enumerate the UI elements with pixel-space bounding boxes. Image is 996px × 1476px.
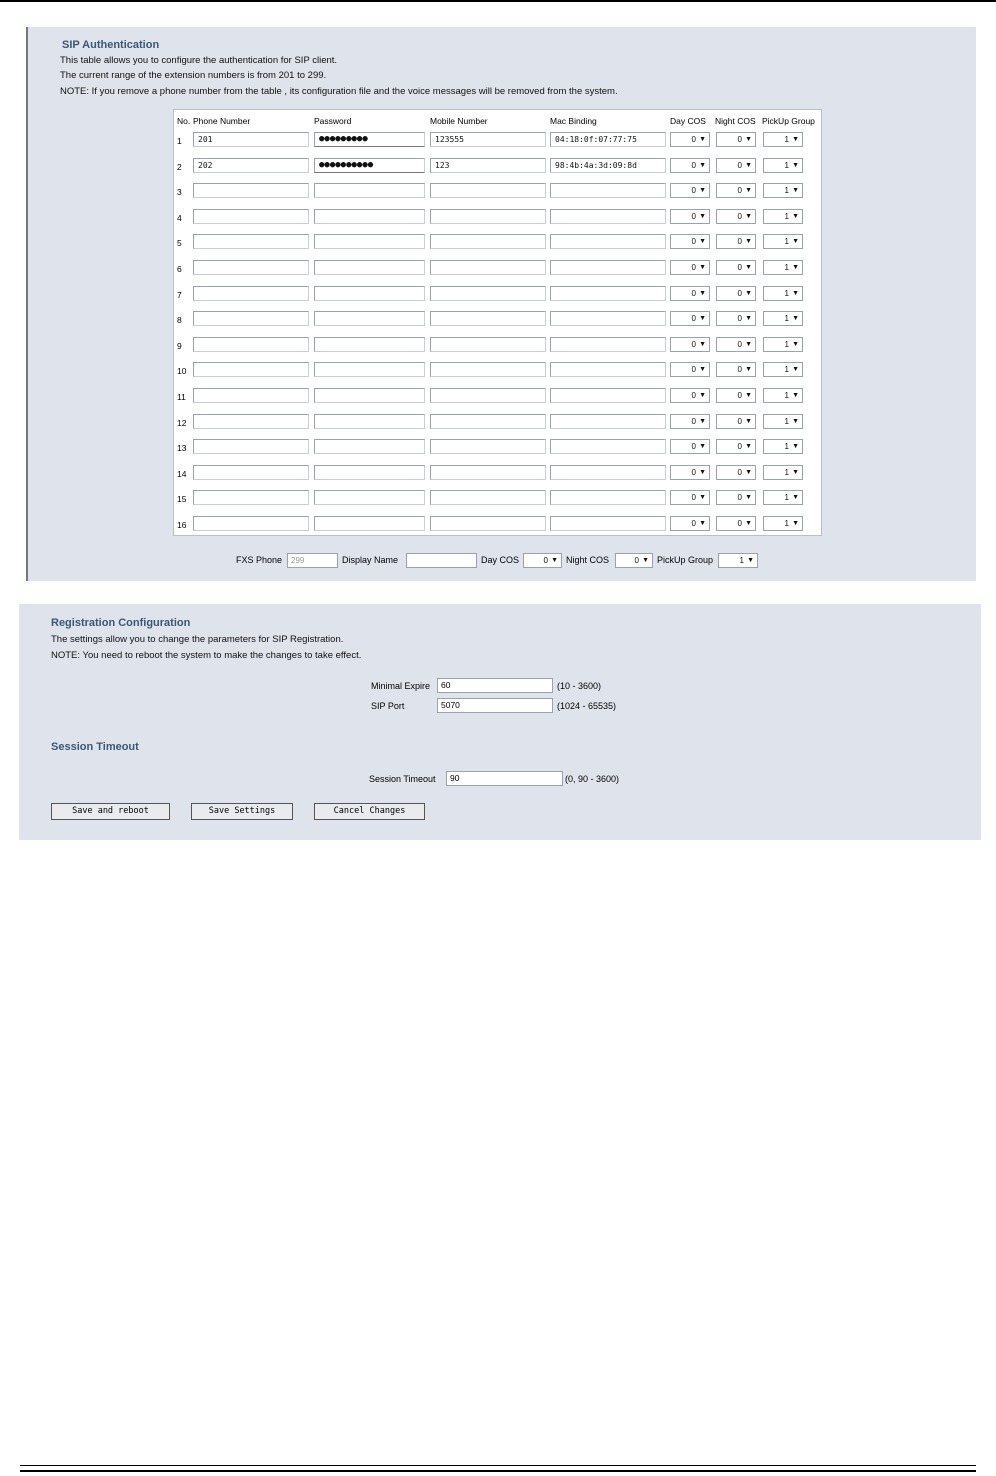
chevron-down-icon: ▼ bbox=[747, 557, 754, 564]
chevron-down-icon: ▼ bbox=[792, 494, 799, 502]
day-cos-select[interactable] bbox=[670, 414, 710, 429]
chevron-down-icon: ▼ bbox=[745, 494, 752, 502]
row-number: 1 bbox=[177, 136, 182, 146]
registration-desc-2: NOTE: You need to reboot the system to make the changes to take effect. bbox=[51, 650, 362, 661]
password-input[interactable] bbox=[314, 362, 425, 377]
day-cos-select[interactable] bbox=[670, 260, 710, 275]
top-rule bbox=[0, 0, 996, 2]
chevron-down-icon: ▼ bbox=[792, 187, 799, 195]
row-number: 6 bbox=[177, 264, 182, 274]
mac-binding-input[interactable] bbox=[550, 362, 666, 377]
pickup-group-select[interactable] bbox=[763, 516, 803, 531]
sip-desc-3: NOTE: If you remove a phone number from the table , its configuration file and the voice messages will be removed from the system. bbox=[60, 86, 618, 97]
display-name-input[interactable] bbox=[406, 553, 477, 568]
chevron-down-icon: ▼ bbox=[699, 136, 706, 143]
phone-number-input[interactable] bbox=[193, 234, 309, 249]
fxs-day-cos-value: 0 bbox=[543, 556, 548, 565]
chevron-down-icon: ▼ bbox=[745, 161, 752, 169]
phone-number-input[interactable] bbox=[193, 465, 309, 480]
pickup-group-value: 1 bbox=[784, 339, 789, 349]
day-cos-value: 0 bbox=[691, 442, 696, 452]
table-row bbox=[174, 465, 821, 482]
mobile-number-input[interactable] bbox=[430, 465, 546, 480]
pickup-group-select[interactable] bbox=[763, 132, 803, 147]
chevron-down-icon: ▼ bbox=[745, 417, 752, 425]
mac-binding-input[interactable] bbox=[550, 490, 666, 505]
phone-number-input[interactable] bbox=[193, 414, 309, 429]
chevron-down-icon: ▼ bbox=[745, 187, 752, 195]
day-cos-select[interactable] bbox=[670, 465, 710, 480]
chevron-down-icon: ▼ bbox=[792, 366, 799, 374]
mobile-number-input[interactable] bbox=[430, 490, 546, 505]
fxs-phone-input[interactable]: 299 bbox=[287, 553, 338, 568]
password-input[interactable] bbox=[314, 465, 425, 480]
row-number: 11 bbox=[177, 392, 186, 402]
fxs-pickup-group-value: 1 bbox=[739, 556, 744, 565]
chevron-down-icon: ▼ bbox=[792, 417, 799, 425]
night-cos-value: 0 bbox=[737, 135, 742, 144]
pickup-group-select[interactable] bbox=[763, 286, 803, 301]
mac-binding-input[interactable]: 04:18:0f:07:77:75 bbox=[550, 132, 666, 147]
pickup-group-value: 1 bbox=[784, 211, 789, 221]
phone-number-input[interactable] bbox=[193, 286, 309, 301]
day-cos-select[interactable] bbox=[670, 183, 710, 198]
pickup-group-value: 1 bbox=[784, 467, 789, 477]
night-cos-select[interactable] bbox=[716, 516, 756, 531]
session-timeout-title: Session Timeout bbox=[51, 741, 139, 753]
row-number: 12 bbox=[177, 417, 187, 428]
table-row bbox=[174, 209, 821, 226]
chevron-down-icon: ▼ bbox=[551, 557, 558, 564]
pickup-group-value: 1 bbox=[784, 314, 789, 324]
session-timeout-label: Session Timeout bbox=[369, 774, 436, 784]
save-and-reboot-button[interactable]: Save and reboot bbox=[51, 803, 170, 820]
row-number: 2 bbox=[177, 161, 182, 172]
chevron-down-icon: ▼ bbox=[699, 366, 706, 374]
mac-binding-input[interactable] bbox=[550, 516, 666, 531]
day-cos-value: 0 bbox=[691, 493, 696, 503]
chevron-down-icon: ▼ bbox=[699, 238, 706, 246]
pickup-group-select[interactable] bbox=[763, 439, 803, 454]
night-cos-value: 0 bbox=[737, 519, 742, 528]
pickup-group-value: 1 bbox=[784, 186, 789, 196]
mobile-number-input[interactable] bbox=[430, 311, 546, 326]
chevron-down-icon: ▼ bbox=[792, 315, 799, 323]
day-cos-value: 0 bbox=[691, 365, 696, 375]
mobile-number-input[interactable] bbox=[430, 286, 546, 301]
chevron-down-icon: ▼ bbox=[699, 443, 706, 451]
table-row bbox=[174, 388, 821, 405]
chevron-down-icon: ▼ bbox=[699, 264, 706, 271]
display-name-label: Display Name bbox=[342, 555, 399, 565]
pickup-group-select[interactable] bbox=[763, 209, 803, 224]
mobile-number-input[interactable]: 123 bbox=[430, 158, 546, 173]
footer-rule-thick bbox=[20, 1470, 976, 1472]
password-input[interactable] bbox=[314, 311, 425, 326]
chevron-down-icon: ▼ bbox=[745, 315, 752, 323]
day-cos-value: 0 bbox=[691, 467, 696, 477]
day-cos-value: 0 bbox=[691, 339, 696, 349]
header-phone-number: Phone Number bbox=[193, 116, 251, 126]
pickup-group-value: 1 bbox=[784, 237, 789, 247]
mobile-number-input[interactable] bbox=[430, 260, 546, 275]
phone-number-input[interactable] bbox=[193, 183, 309, 198]
night-cos-value: 0 bbox=[737, 339, 742, 349]
chevron-down-icon: ▼ bbox=[745, 520, 752, 527]
mobile-number-input[interactable] bbox=[430, 414, 546, 429]
night-cos-select[interactable] bbox=[716, 337, 756, 352]
day-cos-value: 0 bbox=[691, 211, 696, 221]
chevron-down-icon: ▼ bbox=[792, 520, 799, 527]
fxs-day-cos-select[interactable] bbox=[523, 553, 562, 568]
mac-binding-input[interactable] bbox=[550, 209, 666, 224]
header-mac-binding: Mac Binding bbox=[550, 116, 597, 126]
chevron-down-icon: ▼ bbox=[792, 238, 799, 246]
fxs-pickup-group-label: PickUp Group bbox=[657, 555, 714, 565]
day-cos-select[interactable] bbox=[670, 490, 710, 505]
mac-binding-input[interactable] bbox=[550, 388, 666, 403]
registration-desc-1: The settings allow you to change the parameters for SIP Registration. bbox=[51, 634, 344, 645]
day-cos-select[interactable] bbox=[670, 337, 710, 352]
phone-number-input[interactable] bbox=[193, 362, 309, 377]
password-input[interactable] bbox=[314, 209, 425, 224]
chevron-down-icon: ▼ bbox=[699, 315, 706, 323]
pickup-group-select[interactable] bbox=[763, 465, 803, 480]
table-row bbox=[174, 132, 821, 149]
day-cos-value: 0 bbox=[691, 237, 696, 247]
mobile-number-input[interactable] bbox=[430, 388, 546, 403]
password-input[interactable] bbox=[314, 183, 425, 198]
pickup-group-select[interactable] bbox=[763, 158, 803, 173]
day-cos-select[interactable] bbox=[670, 158, 710, 173]
day-cos-value: 0 bbox=[691, 288, 696, 298]
row-number: 13 bbox=[177, 443, 187, 454]
pickup-group-value: 1 bbox=[784, 493, 789, 503]
fxs-night-cos-label: Night COS bbox=[566, 555, 610, 565]
day-cos-select[interactable] bbox=[670, 311, 710, 326]
pickup-group-select[interactable] bbox=[763, 234, 803, 249]
night-cos-select[interactable] bbox=[716, 439, 756, 454]
table-row bbox=[174, 439, 821, 456]
row-number: 9 bbox=[177, 340, 182, 351]
night-cos-select[interactable] bbox=[716, 362, 756, 377]
sip-extension-table bbox=[173, 109, 822, 536]
night-cos-value: 0 bbox=[737, 186, 742, 196]
phone-number-input[interactable] bbox=[193, 260, 309, 275]
pickup-group-value: 1 bbox=[784, 135, 789, 144]
fxs-pickup-group-select[interactable] bbox=[718, 553, 758, 568]
password-input[interactable] bbox=[314, 286, 425, 301]
password-input[interactable] bbox=[314, 337, 425, 352]
day-cos-value: 0 bbox=[691, 391, 696, 400]
mobile-number-input[interactable] bbox=[430, 209, 546, 224]
night-cos-select[interactable] bbox=[716, 234, 756, 249]
day-cos-select[interactable] bbox=[670, 132, 710, 147]
night-cos-select[interactable] bbox=[716, 158, 756, 173]
chevron-down-icon: ▼ bbox=[792, 136, 799, 143]
row-number: 8 bbox=[177, 315, 182, 326]
day-cos-select[interactable] bbox=[670, 516, 710, 531]
row-number: 14 bbox=[177, 468, 187, 479]
night-cos-select[interactable] bbox=[716, 286, 756, 301]
mobile-number-input[interactable] bbox=[430, 439, 546, 454]
pickup-group-value: 1 bbox=[784, 263, 789, 272]
row-number: 5 bbox=[177, 238, 182, 249]
table-row bbox=[174, 183, 821, 200]
mac-binding-input[interactable] bbox=[550, 234, 666, 249]
session-timeout-range: (0, 90 - 3600) bbox=[565, 774, 620, 784]
row-number: 4 bbox=[177, 212, 182, 223]
chevron-down-icon: ▼ bbox=[745, 289, 752, 297]
night-cos-select[interactable] bbox=[716, 490, 756, 505]
pickup-group-value: 1 bbox=[784, 519, 789, 528]
mac-binding-input[interactable] bbox=[550, 439, 666, 454]
night-cos-value: 0 bbox=[737, 314, 742, 324]
night-cos-select[interactable] bbox=[716, 260, 756, 275]
chevron-down-icon: ▼ bbox=[792, 161, 799, 169]
day-cos-value: 0 bbox=[691, 135, 696, 144]
chevron-down-icon: ▼ bbox=[745, 392, 752, 399]
registration-panel bbox=[19, 604, 981, 840]
mac-binding-input[interactable] bbox=[550, 337, 666, 352]
chevron-down-icon: ▼ bbox=[745, 264, 752, 271]
night-cos-value: 0 bbox=[737, 237, 742, 247]
row-number: 15 bbox=[177, 494, 187, 505]
session-timeout-input[interactable]: 90 bbox=[446, 771, 563, 786]
sip-desc-2: The current range of the extension numbers is from 201 to 299. bbox=[60, 70, 327, 81]
day-cos-value: 0 bbox=[691, 314, 696, 324]
mac-binding-input[interactable] bbox=[550, 183, 666, 198]
pickup-group-select[interactable] bbox=[763, 388, 803, 403]
pickup-group-select[interactable] bbox=[763, 311, 803, 326]
sip-port-input[interactable]: 5070 bbox=[437, 698, 553, 713]
table-row bbox=[174, 516, 821, 533]
day-cos-value: 0 bbox=[691, 519, 696, 528]
password-input[interactable]: ●●●●●●●●● bbox=[314, 132, 425, 147]
pickup-group-select[interactable] bbox=[763, 337, 803, 352]
night-cos-value: 0 bbox=[737, 391, 742, 400]
night-cos-select[interactable] bbox=[716, 183, 756, 198]
day-cos-value: 0 bbox=[691, 416, 696, 426]
chevron-down-icon: ▼ bbox=[745, 468, 752, 476]
chevron-down-icon: ▼ bbox=[745, 366, 752, 374]
chevron-down-icon: ▼ bbox=[642, 557, 649, 564]
mobile-number-input[interactable] bbox=[430, 516, 546, 531]
day-cos-value: 0 bbox=[691, 263, 696, 272]
header-day-cos: Day COS bbox=[670, 116, 706, 126]
night-cos-value: 0 bbox=[737, 365, 742, 375]
chevron-down-icon: ▼ bbox=[699, 212, 706, 220]
pickup-group-value: 1 bbox=[784, 442, 789, 452]
phone-number-input[interactable]: 202 bbox=[193, 158, 309, 173]
phone-number-input[interactable] bbox=[193, 388, 309, 403]
sip-authentication-panel bbox=[26, 27, 976, 581]
day-cos-select[interactable] bbox=[670, 439, 710, 454]
footer-rule-thin bbox=[20, 1465, 976, 1466]
chevron-down-icon: ▼ bbox=[699, 340, 706, 348]
chevron-down-icon: ▼ bbox=[745, 443, 752, 451]
password-input[interactable] bbox=[314, 439, 425, 454]
day-cos-select[interactable] bbox=[670, 388, 710, 403]
mac-binding-input[interactable] bbox=[550, 286, 666, 301]
night-cos-value: 0 bbox=[737, 467, 742, 477]
phone-number-input[interactable] bbox=[193, 516, 309, 531]
chevron-down-icon: ▼ bbox=[792, 264, 799, 271]
password-input[interactable] bbox=[314, 490, 425, 505]
night-cos-value: 0 bbox=[737, 442, 742, 452]
phone-number-input[interactable] bbox=[193, 311, 309, 326]
table-row bbox=[174, 311, 821, 328]
mobile-number-input[interactable]: 123555 bbox=[430, 132, 546, 147]
mobile-number-input[interactable] bbox=[430, 362, 546, 377]
mac-binding-input[interactable] bbox=[550, 260, 666, 275]
day-cos-value: 0 bbox=[691, 186, 696, 196]
night-cos-value: 0 bbox=[737, 493, 742, 503]
password-input[interactable]: ●●●●●●●●●● bbox=[314, 158, 425, 173]
chevron-down-icon: ▼ bbox=[699, 392, 706, 399]
chevron-down-icon: ▼ bbox=[699, 520, 706, 527]
day-cos-select[interactable] bbox=[670, 209, 710, 224]
table-row bbox=[174, 337, 821, 354]
save-settings-button[interactable]: Save Settings bbox=[191, 803, 293, 820]
minimal-expire-range: (10 - 3600) bbox=[557, 681, 602, 691]
chevron-down-icon: ▼ bbox=[792, 443, 799, 451]
night-cos-value: 0 bbox=[737, 263, 742, 272]
phone-number-input[interactable] bbox=[193, 490, 309, 505]
minimal-expire-label: Minimal Expire bbox=[371, 681, 431, 691]
chevron-down-icon: ▼ bbox=[792, 340, 799, 348]
pickup-group-select[interactable] bbox=[763, 362, 803, 377]
row-number: 7 bbox=[177, 289, 182, 300]
sip-port-label: SIP Port bbox=[371, 701, 405, 711]
chevron-down-icon: ▼ bbox=[792, 289, 799, 297]
chevron-down-icon: ▼ bbox=[745, 136, 752, 143]
table-row bbox=[174, 490, 821, 507]
registration-section-title: Registration Configuration bbox=[51, 617, 191, 629]
fxs-day-cos-label: Day COS bbox=[481, 555, 520, 565]
mobile-number-input[interactable] bbox=[430, 337, 546, 352]
password-input[interactable] bbox=[314, 414, 425, 429]
day-cos-select[interactable] bbox=[670, 362, 710, 377]
header-password: Password bbox=[314, 116, 352, 126]
mac-binding-input[interactable] bbox=[550, 465, 666, 480]
pickup-group-value: 1 bbox=[784, 416, 789, 426]
password-input[interactable] bbox=[314, 388, 425, 403]
sip-section-title: SIP Authentication bbox=[62, 39, 160, 51]
password-input[interactable] bbox=[314, 260, 425, 275]
day-cos-value: 0 bbox=[691, 160, 696, 170]
night-cos-select[interactable] bbox=[716, 465, 756, 480]
chevron-down-icon: ▼ bbox=[699, 289, 706, 297]
day-cos-select[interactable] bbox=[670, 286, 710, 301]
cancel-changes-button[interactable]: Cancel Changes bbox=[314, 803, 425, 820]
password-input[interactable] bbox=[314, 516, 425, 531]
minimal-expire-input[interactable]: 60 bbox=[437, 678, 553, 693]
mac-binding-input[interactable]: 98:4b:4a:3d:09:8d bbox=[550, 158, 666, 173]
pickup-group-select[interactable] bbox=[763, 183, 803, 198]
table-row bbox=[174, 158, 821, 175]
pickup-group-value: 1 bbox=[784, 391, 789, 400]
night-cos-select[interactable] bbox=[716, 388, 756, 403]
password-input[interactable] bbox=[314, 234, 425, 249]
chevron-down-icon: ▼ bbox=[699, 468, 706, 476]
chevron-down-icon: ▼ bbox=[699, 161, 706, 169]
table-row bbox=[174, 286, 821, 303]
night-cos-value: 0 bbox=[737, 211, 742, 221]
header-no: No. bbox=[177, 116, 191, 126]
chevron-down-icon: ▼ bbox=[792, 468, 799, 476]
header-pickup-group: PickUp Group bbox=[762, 116, 815, 126]
fxs-phone-label: FXS Phone bbox=[236, 555, 283, 565]
header-night-cos: Night COS bbox=[715, 116, 756, 126]
table-row bbox=[174, 234, 821, 251]
night-cos-value: 0 bbox=[737, 160, 742, 170]
sip-desc-1: This table allows you to configure the authentication for SIP client. bbox=[60, 55, 338, 66]
header-mobile-number: Mobile Number bbox=[430, 116, 488, 126]
night-cos-select[interactable] bbox=[716, 414, 756, 429]
mobile-number-input[interactable] bbox=[430, 183, 546, 198]
night-cos-select[interactable] bbox=[716, 311, 756, 326]
fxs-night-cos-select[interactable] bbox=[615, 553, 653, 568]
night-cos-select[interactable] bbox=[716, 132, 756, 147]
fxs-night-cos-value: 0 bbox=[634, 556, 639, 565]
chevron-down-icon: ▼ bbox=[745, 212, 752, 220]
mac-binding-input[interactable] bbox=[550, 311, 666, 326]
table-row bbox=[174, 414, 821, 431]
table-row bbox=[174, 362, 821, 379]
pickup-group-value: 1 bbox=[784, 365, 789, 375]
chevron-down-icon: ▼ bbox=[699, 187, 706, 195]
mobile-number-input[interactable] bbox=[430, 234, 546, 249]
night-cos-value: 0 bbox=[737, 288, 742, 298]
mac-binding-input[interactable] bbox=[550, 414, 666, 429]
night-cos-value: 0 bbox=[737, 416, 742, 426]
row-number: 10 bbox=[177, 366, 187, 377]
chevron-down-icon: ▼ bbox=[699, 417, 706, 425]
row-number: 16 bbox=[177, 520, 187, 530]
chevron-down-icon: ▼ bbox=[792, 212, 799, 220]
row-number: 3 bbox=[177, 187, 182, 198]
pickup-group-value: 1 bbox=[784, 288, 789, 298]
phone-number-input[interactable]: 201 bbox=[193, 132, 309, 147]
pickup-group-select[interactable] bbox=[763, 260, 803, 275]
table-row bbox=[174, 260, 821, 277]
pickup-group-select[interactable] bbox=[763, 414, 803, 429]
pickup-group-select[interactable] bbox=[763, 490, 803, 505]
sip-port-range: (1024 - 65535) bbox=[557, 701, 617, 711]
chevron-down-icon: ▼ bbox=[792, 392, 799, 399]
chevron-down-icon: ▼ bbox=[745, 238, 752, 246]
chevron-down-icon: ▼ bbox=[745, 340, 752, 348]
day-cos-select[interactable] bbox=[670, 234, 710, 249]
pickup-group-value: 1 bbox=[784, 160, 789, 170]
chevron-down-icon: ▼ bbox=[699, 494, 706, 502]
phone-number-input[interactable] bbox=[193, 439, 309, 454]
night-cos-select[interactable] bbox=[716, 209, 756, 224]
phone-number-input[interactable] bbox=[193, 209, 309, 224]
phone-number-input[interactable] bbox=[193, 337, 309, 352]
